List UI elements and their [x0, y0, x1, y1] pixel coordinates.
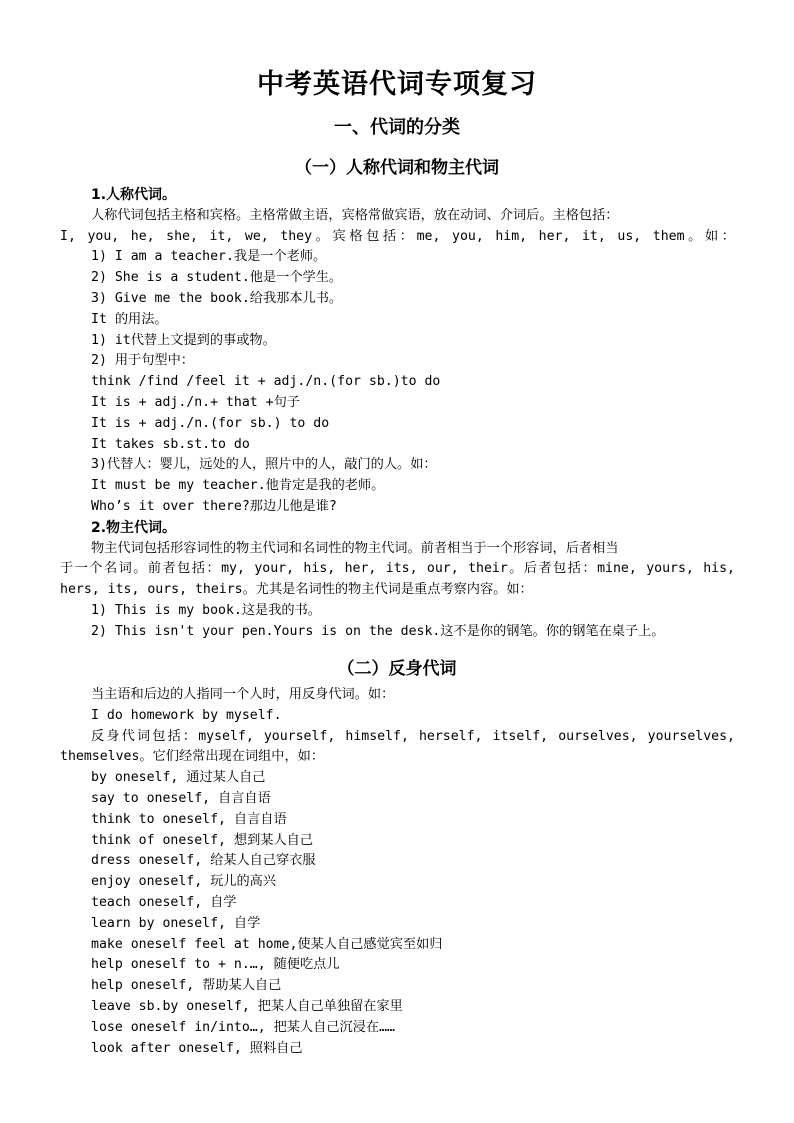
example-line: 2) She is a student.他是一个学生。 [91, 270, 343, 286]
heading-personal-pronouns: 1.人称代词。 [91, 187, 177, 203]
example-line: 3) Give me the book.给我那本儿书。 [91, 290, 343, 306]
example-line: 1) This is my book.这是我的书。 [91, 602, 321, 618]
document-title: 中考英语代词专项复习 [257, 69, 537, 100]
phrase-item: look after oneself, 照料自己 [91, 1040, 303, 1056]
paragraph-line: 1) it代替上文提到的事或物。 [91, 332, 276, 348]
phrase-item: by oneself, 通过某人自己 [91, 770, 266, 786]
phrase-item: help oneself, 帮助某人自己 [91, 978, 282, 994]
phrase-item: think of oneself, 想到某人自己 [91, 832, 314, 848]
phrase-item: think to oneself, 自言自语 [91, 811, 287, 827]
subsection-heading-reflexive: （二）反身代词 [337, 659, 457, 679]
phrase-item: learn by oneself, 自学 [91, 915, 261, 931]
pattern-line: It is + adj./n.(for sb.) to do [91, 415, 330, 431]
example-line: 2) This isn't your pen.Yours is on the desk.这不是你的钢笔。你的钢笔在桌子上。 [91, 623, 665, 639]
phrase-item: enjoy oneself, 玩儿的高兴 [91, 874, 277, 890]
paragraph-line: themselves。它们经常出现在词组中，如： [60, 749, 325, 765]
paragraph-line: 当主语和后边的人指同一个人时，用反身代词。如： [91, 687, 395, 702]
pattern-line: It is + adj./n.+ that +句子 [91, 394, 300, 410]
section-body-personal-possessive [60, 185, 735, 643]
phrase-item: lose oneself in/into…, 把某人自己沉浸在…… [91, 1019, 395, 1035]
example-line: It must be my teacher.他肯定是我的老师。 [91, 478, 385, 494]
phrase-item: dress oneself, 给某人自己穿衣服 [91, 853, 316, 869]
paragraph-line: hers, its, ours, theirs。尤其是名词性的物主代词是重点考察内容。如： [60, 582, 533, 598]
phrase-item: say to oneself, 自言自语 [91, 790, 271, 806]
heading-possessive-pronouns: 2.物主代词。 [91, 519, 177, 536]
paragraph-line: 物主代词包括形容词性的物主代词和名词性的物主代词。前者相当于一个形容词，后者相当 [91, 540, 619, 556]
pattern-line: think /find /feel it + adj./n.(for sb.)to do [91, 374, 441, 390]
phrase-item: leave sb.by oneself, 把某人自己单独留在家里 [91, 998, 403, 1014]
section-heading-classification: 一、代词的分类 [334, 117, 460, 138]
paragraph-line: 人称代词包括主格和宾格。主格常做主语，宾格常做宾语，放在动词、介词后。主格包括： [91, 207, 619, 223]
phrase-item: make oneself feel at home,使某人自己感觉宾至如归 [91, 936, 443, 952]
paragraph-line: 3)代替人：婴儿，远处的人，照片中的人，敲门的人。如： [91, 457, 437, 473]
example-line: I do homework by myself. [91, 707, 282, 723]
paragraph-line: I, you, he, she, it, we, they。宾格包括：me, you, him, her, it, us, them。如： [60, 228, 735, 244]
phrase-item: teach oneself, 自学 [91, 894, 237, 910]
pattern-line: It takes sb.st.to do [91, 436, 250, 452]
phrase-item: help oneself to + n.…, 随便吃点儿 [91, 957, 340, 973]
subsection-heading-personal-possessive: （一）人称代词和物主代词 [295, 158, 499, 178]
example-line: 1) I am a teacher.我是一个老师。 [91, 249, 327, 265]
paragraph-line: 于一个名词。前者包括：my, your, his, her, its, our, their。后者包括：mine, yours, his, [60, 561, 735, 577]
example-line: Who’s it over there?那边儿他是谁? [91, 498, 337, 514]
paragraph-line: 反身代词包括：myself, yourself, himself, herself, itself, ourselves, yourselves, [91, 728, 735, 744]
paragraph-line: It 的用法。 [91, 311, 168, 327]
section-body-reflexive [60, 685, 735, 1059]
paragraph-line: 2) 用于句型中： [91, 353, 194, 369]
